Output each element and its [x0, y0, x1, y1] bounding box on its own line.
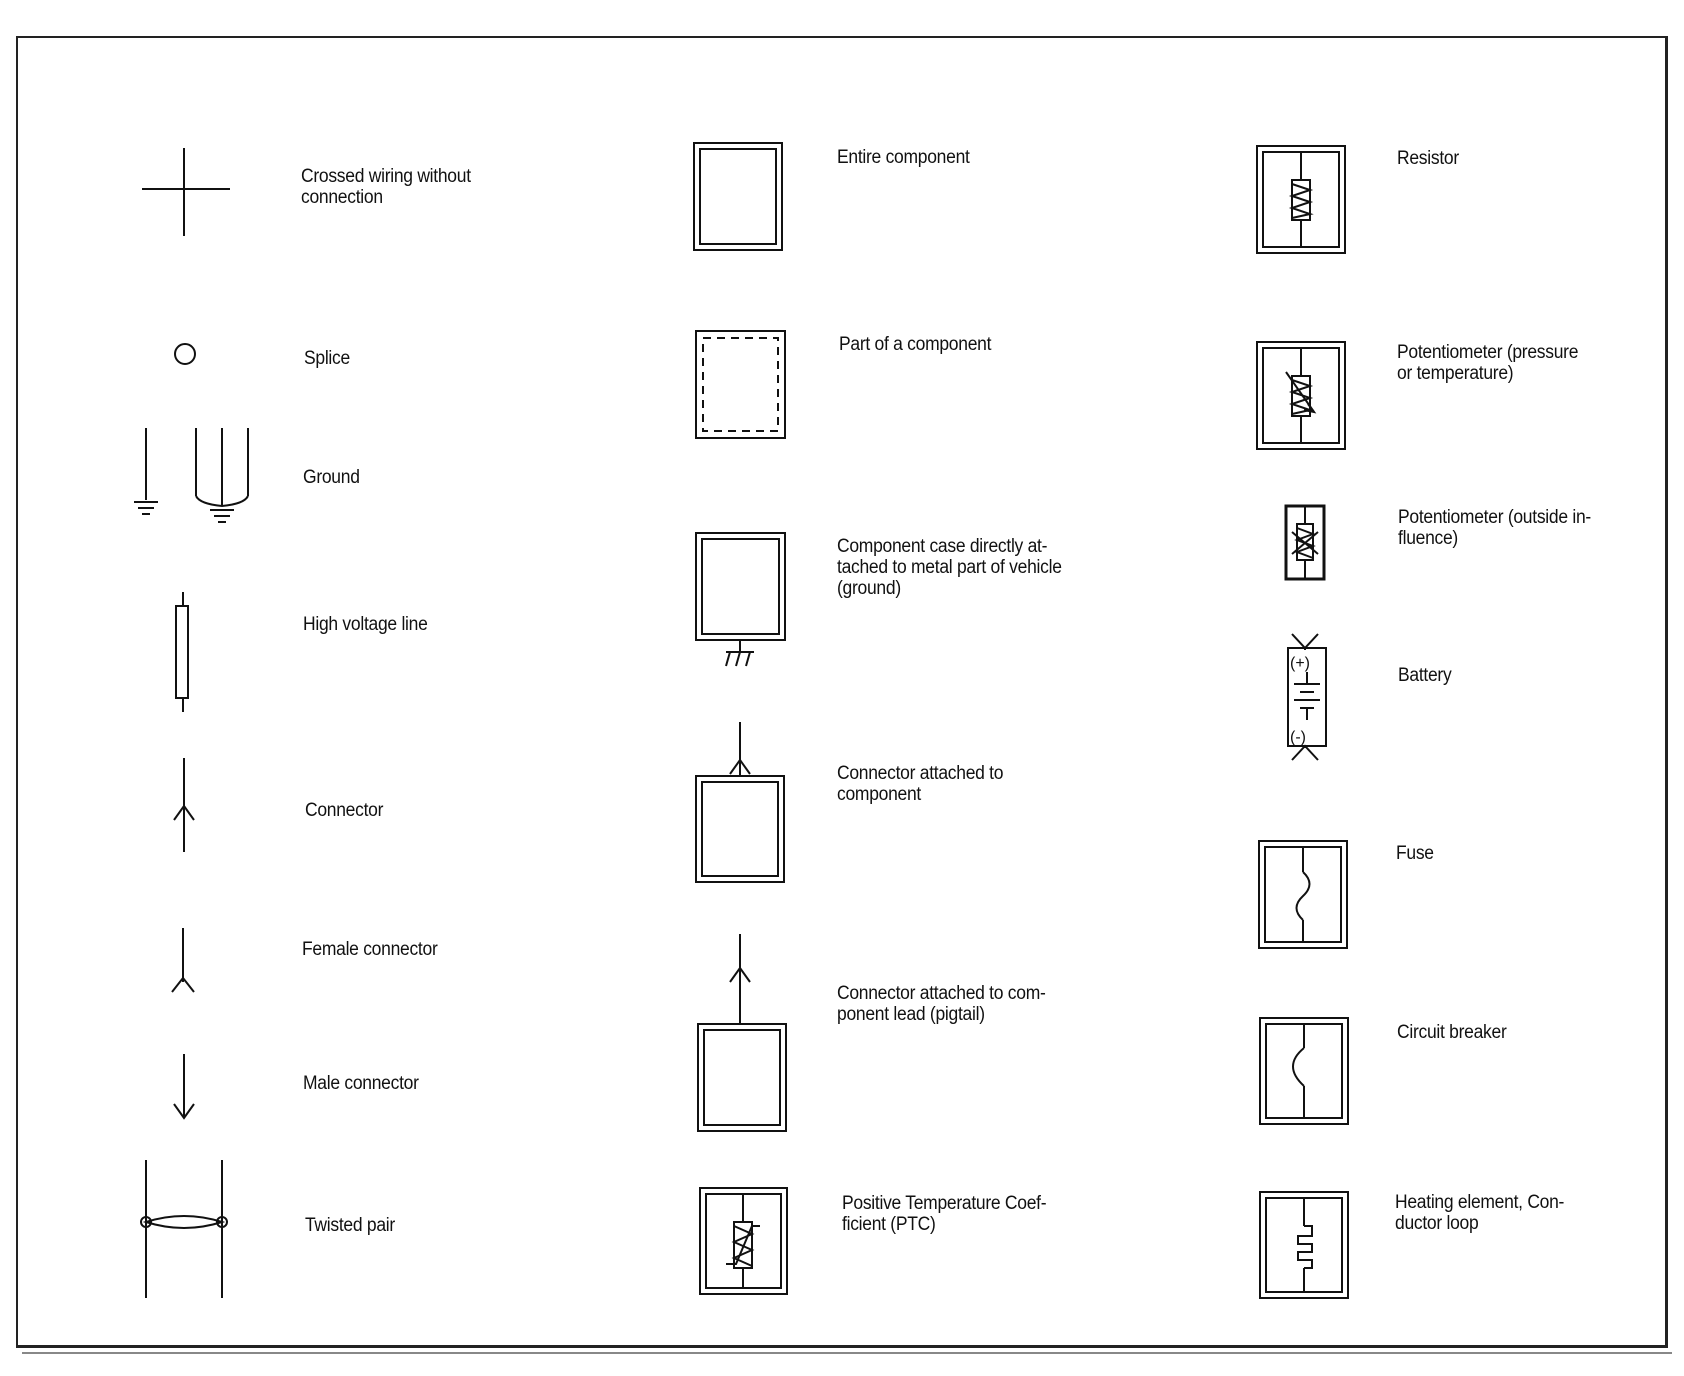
high-voltage-line-symbol — [176, 592, 188, 712]
male-connector-symbol — [174, 1054, 194, 1118]
battery-plus-label: (+) — [1290, 655, 1310, 672]
fuse-symbol — [1259, 841, 1347, 948]
label-potentiometer-outside: Potentiometer (outside in- fluence) — [1398, 507, 1591, 549]
female-connector-symbol — [172, 928, 194, 992]
potentiometer-outside-symbol — [1286, 506, 1324, 579]
label-fuse: Fuse — [1396, 843, 1434, 864]
label-potentiometer-pressure: Potentiometer (pressure or temperature) — [1397, 342, 1579, 384]
circuit-breaker-symbol — [1260, 1018, 1348, 1124]
splice-symbol — [175, 344, 195, 364]
heating-element-symbol — [1260, 1192, 1348, 1298]
potentiometer-pressure-symbol — [1257, 342, 1345, 449]
label-ptc: Positive Temperature Coef- ficient (PTC) — [842, 1193, 1047, 1235]
label-entire-component: Entire component — [837, 147, 970, 168]
label-resistor: Resistor — [1397, 148, 1459, 169]
label-ground: Ground — [303, 467, 360, 488]
label-high-voltage-line: High voltage line — [303, 614, 428, 635]
ptc-symbol — [700, 1188, 787, 1294]
label-connector-pigtail: Connector attached to com- ponent lead (pigtail) — [837, 983, 1046, 1025]
component-case-grounded-symbol — [696, 533, 785, 666]
label-circuit-breaker: Circuit breaker — [1397, 1022, 1507, 1043]
label-battery: Battery — [1398, 665, 1452, 686]
battery-minus-label: (-) — [1290, 729, 1306, 746]
label-twisted-pair: Twisted pair — [305, 1215, 395, 1236]
connector-attached-component-symbol — [696, 722, 784, 882]
ground-symbol — [134, 428, 248, 522]
label-connector: Connector — [305, 800, 384, 821]
battery-symbol — [1288, 634, 1326, 760]
twisted-pair-symbol — [141, 1160, 227, 1298]
label-splice: Splice — [304, 348, 350, 369]
label-female-connector: Female connector — [302, 939, 438, 960]
resistor-symbol — [1257, 146, 1345, 253]
label-heating-element: Heating element, Con- ductor loop — [1395, 1192, 1565, 1234]
label-component-case-grounded: Component case directly at- tached to metal part of vehicle (ground) — [837, 536, 1062, 599]
label-male-connector: Male connector — [303, 1073, 419, 1094]
label-crossed-wiring: Crossed wiring without connection — [301, 166, 471, 208]
entire-component-symbol — [694, 143, 782, 250]
label-part-of-component: Part of a component — [839, 334, 992, 355]
connector-pigtail-symbol — [698, 934, 786, 1131]
connector-symbol — [174, 758, 194, 852]
part-of-component-symbol — [696, 331, 785, 438]
label-connector-attached-component: Connector attached to component — [837, 763, 1004, 805]
crossed-wiring-symbol — [142, 148, 230, 236]
